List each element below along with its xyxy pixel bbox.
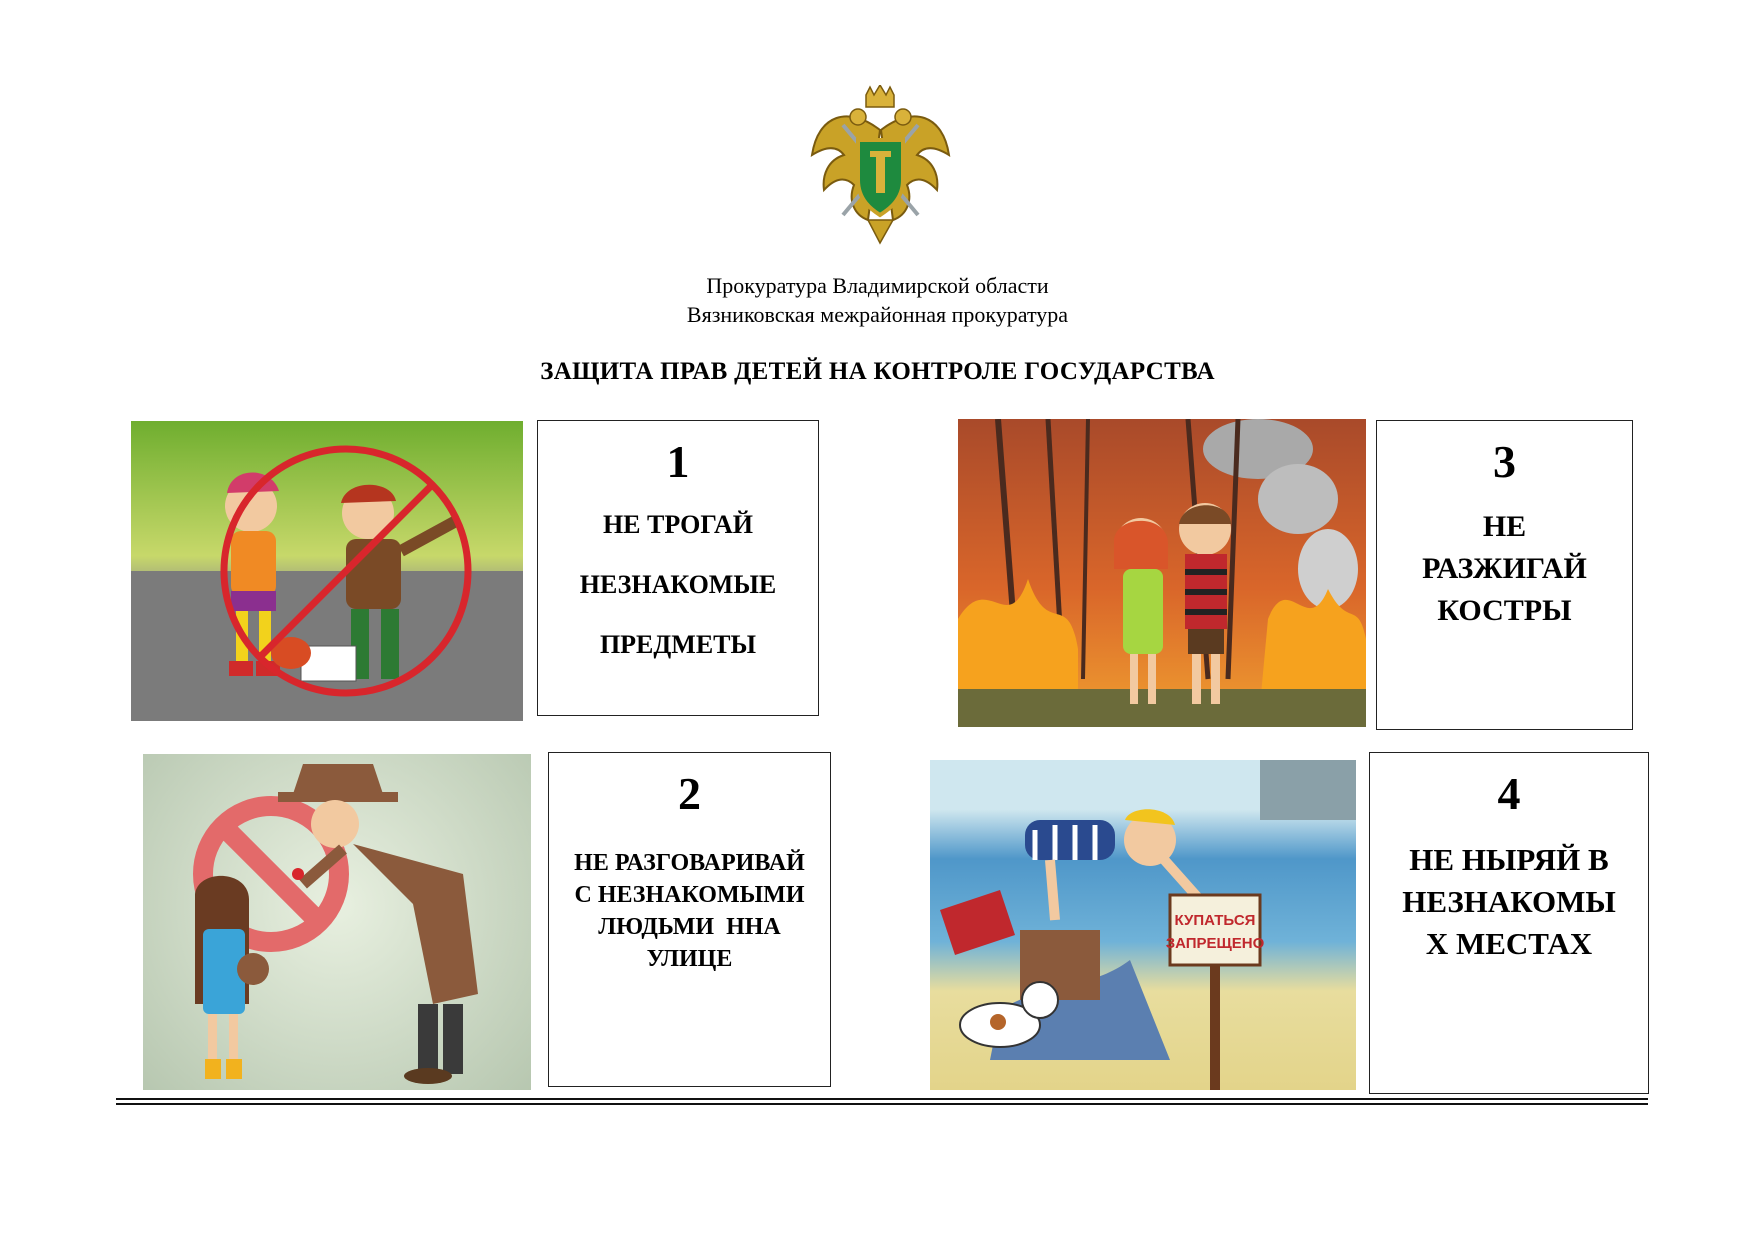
rule-text: КОСТРЫ — [1437, 594, 1572, 627]
rule-text: НЕ НЫРЯЙ В — [1409, 842, 1609, 877]
stranger-candy-illustration — [143, 754, 531, 1090]
sign-text: КУПАТЬСЯ — [1174, 912, 1256, 929]
rule-card-2 — [548, 752, 831, 1087]
rule-text: ПРЕДМЕТЫ — [599, 630, 757, 659]
rule-text: НЕЗНАКОМЫ — [1402, 884, 1616, 919]
divider-line — [116, 1098, 1648, 1100]
rule-number: 3 — [1493, 436, 1516, 487]
rule-text: РАЗЖИГАЙ — [1422, 552, 1587, 585]
rule-number: 2 — [678, 768, 701, 819]
rule-card-3 — [1376, 420, 1633, 730]
prosecutor-emblem — [808, 85, 953, 245]
rule-card-1 — [537, 420, 819, 716]
rule-text: ЛЮДЬМИ ННА — [598, 914, 781, 940]
divider-line — [116, 1103, 1648, 1105]
sign-text: ЗАПРЕЩЕНО — [1165, 935, 1265, 952]
children-unknown-objects-illustration — [131, 421, 523, 721]
page-title: ЗАЩИТА ПРАВ ДЕТЕЙ НА КОНТРОЛЕ ГОСУДАРСТВА — [540, 358, 1215, 385]
rule-text: НЕ ТРОГАЙ — [602, 510, 754, 539]
forest-fire-illustration — [958, 419, 1366, 727]
rule-number: 1 — [666, 436, 690, 487]
rule-card-4 — [1369, 752, 1649, 1094]
org-line-1: Прокуратура Владимирской области — [706, 273, 1049, 298]
rule-text: С НЕЗНАКОМЫМИ — [574, 882, 805, 908]
rule-number: 4 — [1497, 768, 1521, 819]
rule-text: УЛИЦЕ — [646, 946, 733, 972]
rule-text: НЕЗНАКОМЫЕ — [579, 570, 777, 599]
rule-text: НЕ — [1482, 510, 1527, 543]
rule-text: НЕ РАЗГОВАРИВАЙ — [574, 850, 805, 876]
diving-illustration — [930, 760, 1356, 1090]
rule-text: Х МЕСТАХ — [1425, 926, 1593, 961]
org-line-2: Вязниковская межрайонная прокуратура — [686, 302, 1069, 327]
